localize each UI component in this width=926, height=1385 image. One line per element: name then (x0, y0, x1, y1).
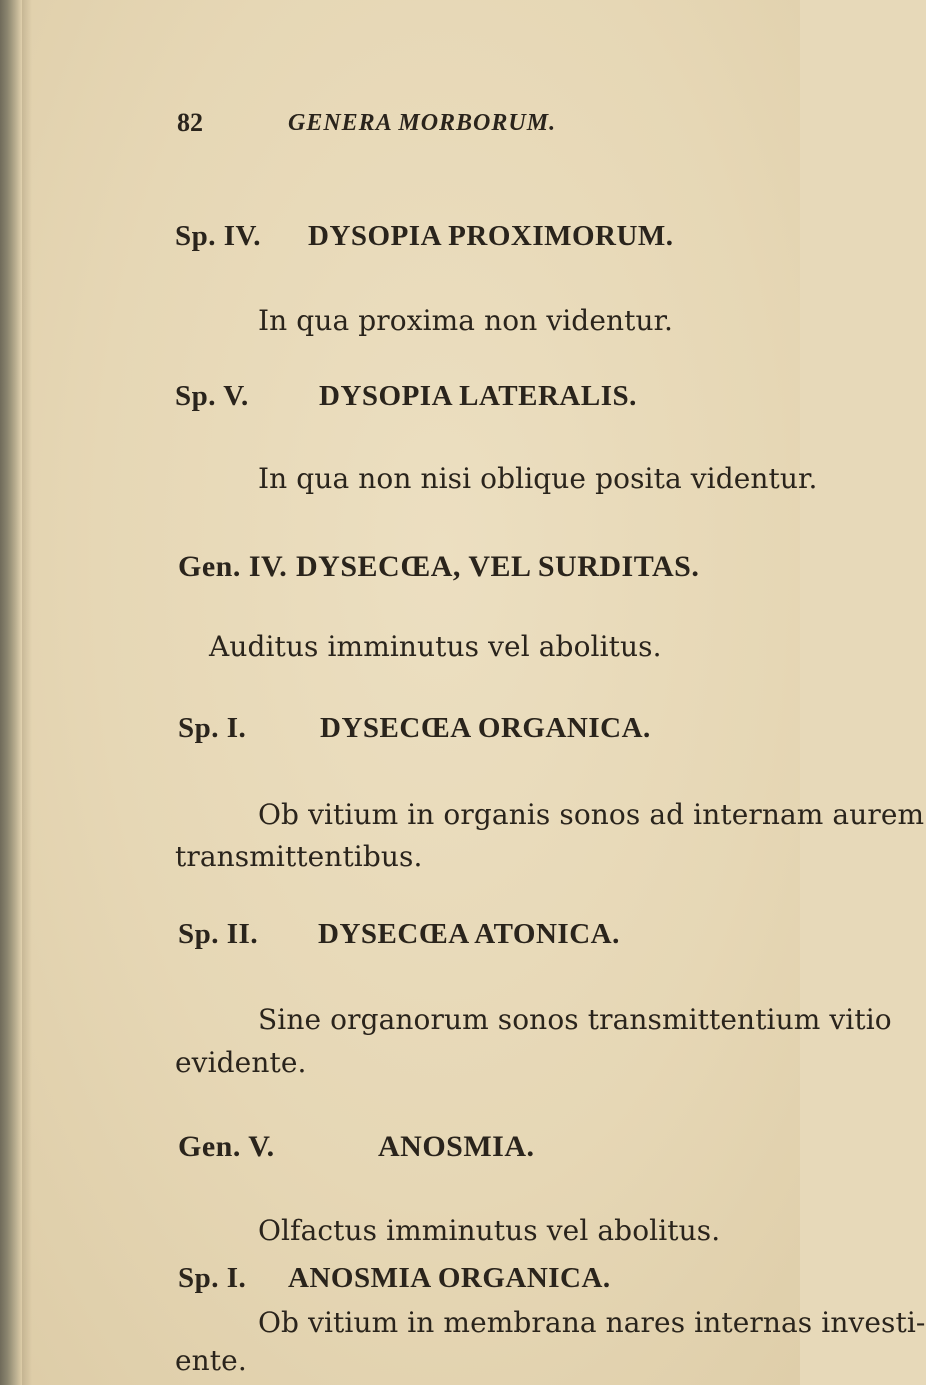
description-text: Olfactus imminutus vel abolitus. (258, 1214, 721, 1247)
species-label: Sp. I. (178, 712, 247, 744)
description-text: In qua non nisi oblique posita videntur. (258, 462, 818, 495)
genus-label: Gen. V. (178, 1130, 275, 1163)
description-text: ente. (175, 1344, 247, 1377)
description-text: transmittentibus. (175, 840, 423, 873)
page-number: 82 (177, 108, 203, 137)
species-title: DYSECŒA ATONICA. (318, 918, 620, 950)
species-title: DYSECŒA ORGANICA. (320, 712, 651, 744)
species-label: Sp. V. (175, 380, 249, 412)
description-text: evidente. (175, 1046, 307, 1079)
genus-title: DYSECŒA, VEL SURDITAS. (296, 550, 700, 583)
species-heading (178, 712, 651, 745)
genus-title: ANOSMIA. (378, 1130, 535, 1163)
species-title: DYSOPIA PROXIMORUM. (308, 220, 674, 252)
species-title: DYSOPIA LATERALIS. (319, 380, 637, 412)
species-title: ANOSMIA ORGANICA. (288, 1262, 611, 1294)
genus-label: Gen. IV. (178, 550, 288, 583)
species-label: Sp. II. (178, 918, 259, 950)
description-text: In qua proxima non videntur. (258, 304, 674, 337)
description-text: Sine organorum sonos transmittentium vitio (258, 1003, 892, 1036)
species-heading (175, 220, 674, 253)
genus-heading (178, 1130, 535, 1164)
species-label: Sp. I. (178, 1262, 247, 1294)
page-binding-shadow (0, 0, 22, 1385)
species-heading (178, 1262, 611, 1295)
genus-heading (178, 550, 699, 584)
species-heading (175, 380, 637, 413)
page-binding-edge (22, 0, 32, 1385)
description-text: Auditus imminutus vel abolitus. (209, 630, 662, 663)
species-label: Sp. IV. (175, 220, 261, 252)
species-heading (178, 918, 620, 951)
running-title: GENERA MORBORUM. (288, 110, 557, 136)
description-text: Ob vitium in membrana nares internas investi- (258, 1306, 926, 1339)
description-text: Ob vitium in organis sonos ad internam aurem (258, 798, 925, 831)
